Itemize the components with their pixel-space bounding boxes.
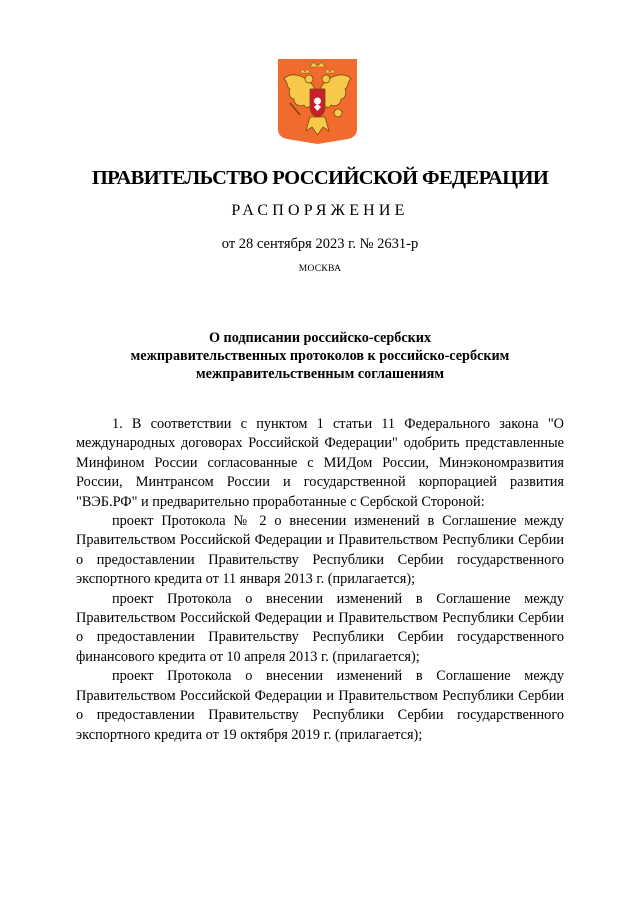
paragraph: проект Протокола № 2 о внесении изменений в Соглашение между Правительством Российской Федерации и Правительством Республики Сербии о предоставлении Правительству Республики Сербии государственного экспортного кредита от 11 января 2013 г. (прилагается); — [76, 513, 564, 588]
document-body — [76, 415, 564, 745]
date-and-number: от 28 сентября 2023 г. № 2631-р — [221, 236, 419, 252]
title-line: межправительственным соглашениям — [196, 366, 444, 382]
paragraph: проект Протокола о внесении изменений в Соглашение между Правительством Российской Федерации и Правительством Республики Сербии о предоставлении Правительству Республики Сербии государственного экспортного кредита от 19 октября 2019 г. (прилагается); — [76, 668, 564, 743]
document-type: РАСПОРЯЖЕНИЕ — [231, 202, 409, 219]
coat-of-arms-emblem — [276, 57, 359, 145]
document-title — [0, 329, 640, 383]
title-line: О подписании российско-сербских — [208, 330, 432, 346]
paragraph: 1. В соответствии с пунктом 1 статьи 11 Федерального закона "О международных договорах Российской Федерации" одобрить представленные Минфином России согласованные с МИДом России, Минэкономразвития России, Минтрансом России и государственной корпорацией развития "ВЭБ.РФ" и предварительно проработанные с Сербской Стороной: — [76, 416, 564, 510]
government-name: ПРАВИТЕЛЬСТВО РОССИЙСКОЙ ФЕДЕРАЦИИ — [91, 167, 549, 189]
city-name: МОСКВА — [298, 264, 342, 274]
paragraph: проект Протокола о внесении изменений в Соглашение между Правительством Российской Федерации и Правительством Республики Сербии о предоставлении Правительству Республики Сербии государственного финансового кредита от 10 апреля 2013 г. (прилагается); — [76, 590, 564, 665]
title-line: межправительственных протоколов к российско-сербским — [130, 348, 510, 364]
